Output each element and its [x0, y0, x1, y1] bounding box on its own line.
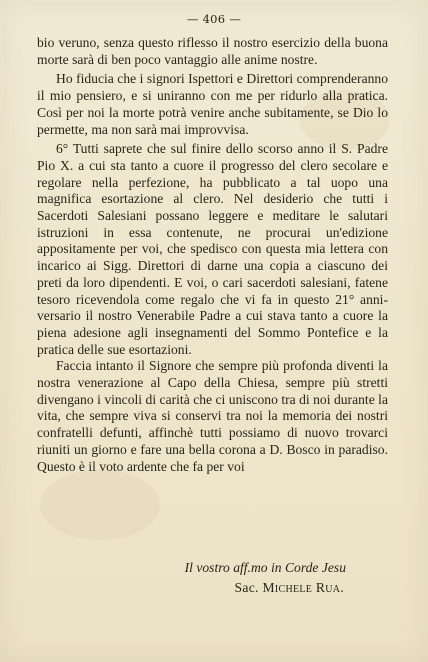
salutation: Il vostro aff.mo in Corde Jesu: [184, 560, 346, 575]
paragraph-3: 6° Tutti saprete che sul finire dello scorso anno il S. Padre Pio X. a cui sta tanto a cuore il progresso del clero secolare e regolare nella perfezione, ha pubblicato a tal uopo una magnifica esortazione al clero. Nel desiderio che tutti i Sacerdoti Salesiani possano leggere e meditare le salutari istruzioni in essa contenute, ne procurai un'edizione appositamente per voi, che spedisco con questa mia lettera con incarico ai Sigg. Direttori di darne una copia a ciascuno dei preti da loro dipendenti. E voi, o cari sacerdoti salesiani, fatene tesoro ricevendola come regalo che vi fa in questo 21° anniversario il nostro Venerabile Padre a cui stava tanto a cuore la piena adesione agli insegnamenti del Sommo Pontefice e la pratica delle sue esortazioni.: [37, 141, 388, 357]
paragraph-2: Ho fiducia che i signori Ispettori e Direttori comprenderanno il mio pensiero, e si uniranno con me per ridurlo alla pratica. Così per noi la morte potrà venire anche subitamente, se Dio lo permette, ma non sarà mai improvvisa.: [37, 71, 388, 137]
paragraph-1: bio veruno, senza questo riflesso il nostro esercizio della buona morte sarà di ben poco vantaggio alle anime nostre.: [37, 35, 388, 67]
signature-prefix: Sac.: [234, 580, 263, 595]
signature: [235, 580, 344, 596]
signature-name: Michele Rua.: [262, 580, 344, 595]
paragraph-4: Faccia intanto il Signore che sempre più profonda diventi la nostra venerazione al Capo della Chiesa, sempre più stretti divengano i vincoli di carità che ci uniscono tra di noi durante la vita, che sempre viva si conservi tra noi la memoria dei nostri confratelli defunti, affinchè tutti possiamo di nuovo trovarci riuniti un giorno e fare una bella corona a D. Bosco in paradiso. Questo è il voto ardente che fa per voi: [37, 358, 388, 474]
paper-stain: [40, 470, 160, 540]
letter-body: [37, 35, 388, 475]
page-number: — 406 —: [186, 12, 242, 26]
